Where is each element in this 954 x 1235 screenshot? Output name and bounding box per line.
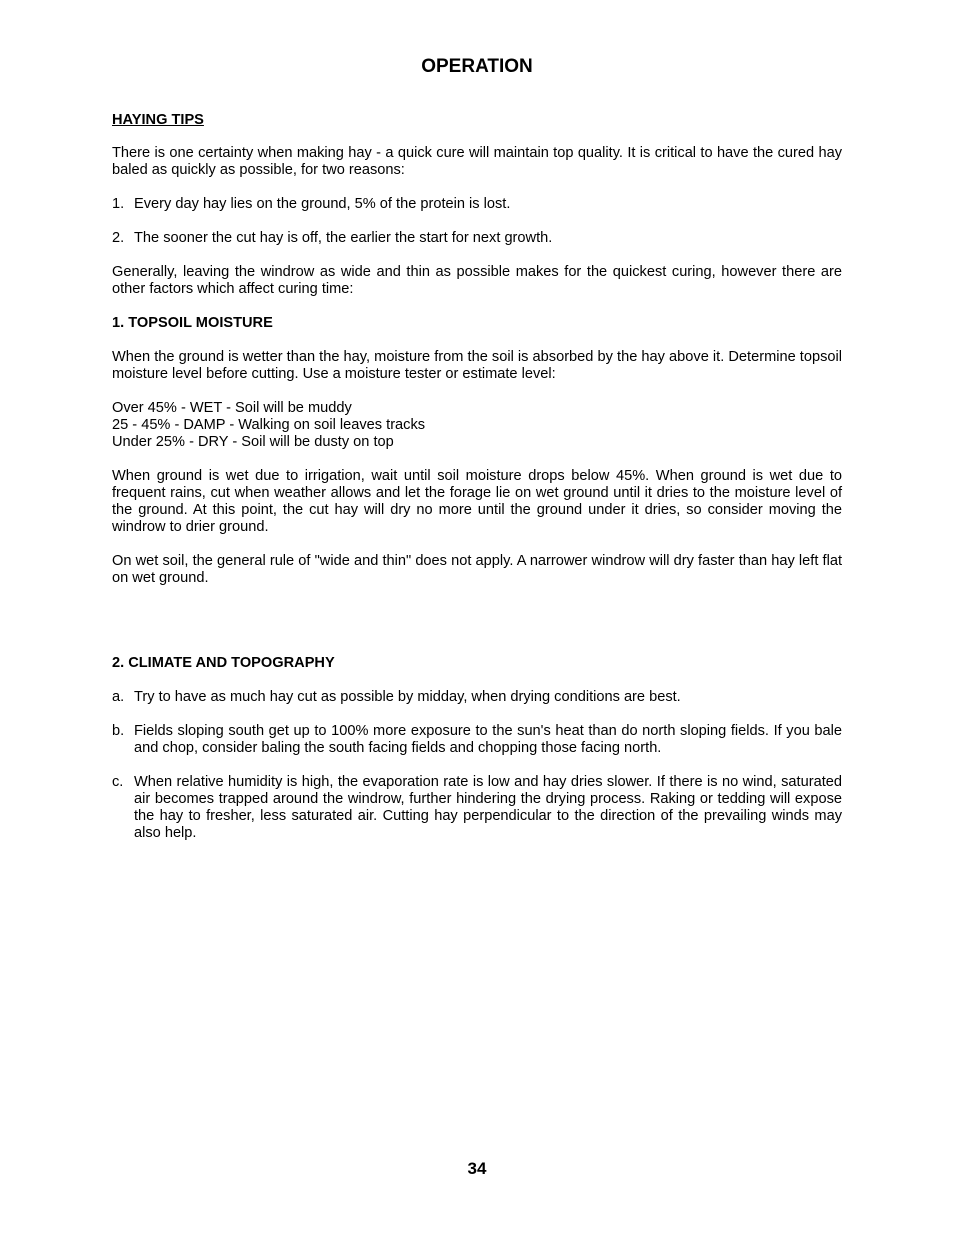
moisture-level-dry: Under 25% - DRY - Soil will be dusty on top (112, 434, 394, 450)
reason-item (112, 196, 842, 213)
climate-item (112, 689, 842, 706)
list-marker: b. (112, 723, 125, 739)
list-text: Try to have as much hay cut as possible by midday, when drying conditions are best. (134, 689, 681, 705)
page-content (112, 112, 842, 859)
wet-ground-paragraph: When ground is wet due to irrigation, wait until soil moisture drops below 45%. When ground is wet due to frequent rains, cut when weather allows and let the forage lie on wet ground until it dries to the moisture level of the ground. At this point, the cut hay will dry no more until the ground under it dries, so consider moving the windrow to drier ground. (112, 468, 842, 535)
topsoil-moisture-heading: 1. TOPSOIL MOISTURE (112, 315, 273, 331)
moisture-level-damp: 25 - 45% - DAMP - Walking on soil leaves tracks (112, 417, 426, 433)
climate-heading: 2. CLIMATE AND TOPOGRAPHY (112, 655, 335, 671)
section-spacer (112, 604, 842, 655)
list-marker: 1. (112, 196, 125, 212)
wet-soil-paragraph: On wet soil, the general rule of "wide and thin" does not apply. A narrower windrow will dry faster than hay left flat on wet ground. (112, 553, 842, 586)
haying-tips-general: Generally, leaving the windrow as wide and thin as possible makes for the quickest curing, however there are other factors which affect curing time: (112, 264, 842, 297)
page-title: OPERATION (421, 56, 533, 77)
list-text: Every day hay lies on the ground, 5% of the protein is lost. (134, 196, 511, 212)
moisture-levels-list (112, 400, 842, 451)
list-marker: c. (112, 774, 124, 790)
haying-tips-intro: There is one certainty when making hay - a quick cure will maintain top quality. It is critical to have the cured hay baled as quickly as possible, for two reasons: (112, 145, 842, 178)
list-text: When relative humidity is high, the evaporation rate is low and hay dries slower. If there is no wind, saturated air becomes trapped around the windrow, further hindering the drying process. Raking or tedding will expose the hay to fresher, less saturated air. Cutting hay perpendicular to the direction of the prevailing winds may also help. (134, 774, 842, 841)
climate-item (112, 723, 842, 757)
page-number: 34 (467, 1159, 487, 1178)
haying-tips-heading: HAYING TIPS (112, 112, 204, 128)
list-marker: 2. (112, 230, 125, 246)
moisture-level-wet: Over 45% - WET - Soil will be muddy (112, 400, 352, 416)
list-text: The sooner the cut hay is off, the earlier the start for next growth. (134, 230, 553, 246)
topsoil-moisture-intro: When the ground is wetter than the hay, moisture from the soil is absorbed by the hay above it. Determine topsoil moisture level before cutting. Use a moisture tester or estimate level: (112, 349, 842, 382)
list-text: Fields sloping south get up to 100% more exposure to the sun's heat than do north sloping fields. If you bale and chop, consider baling the south facing fields and chopping those facing north. (134, 723, 842, 756)
list-marker: a. (112, 689, 125, 705)
climate-item (112, 774, 842, 842)
reason-item (112, 230, 842, 247)
